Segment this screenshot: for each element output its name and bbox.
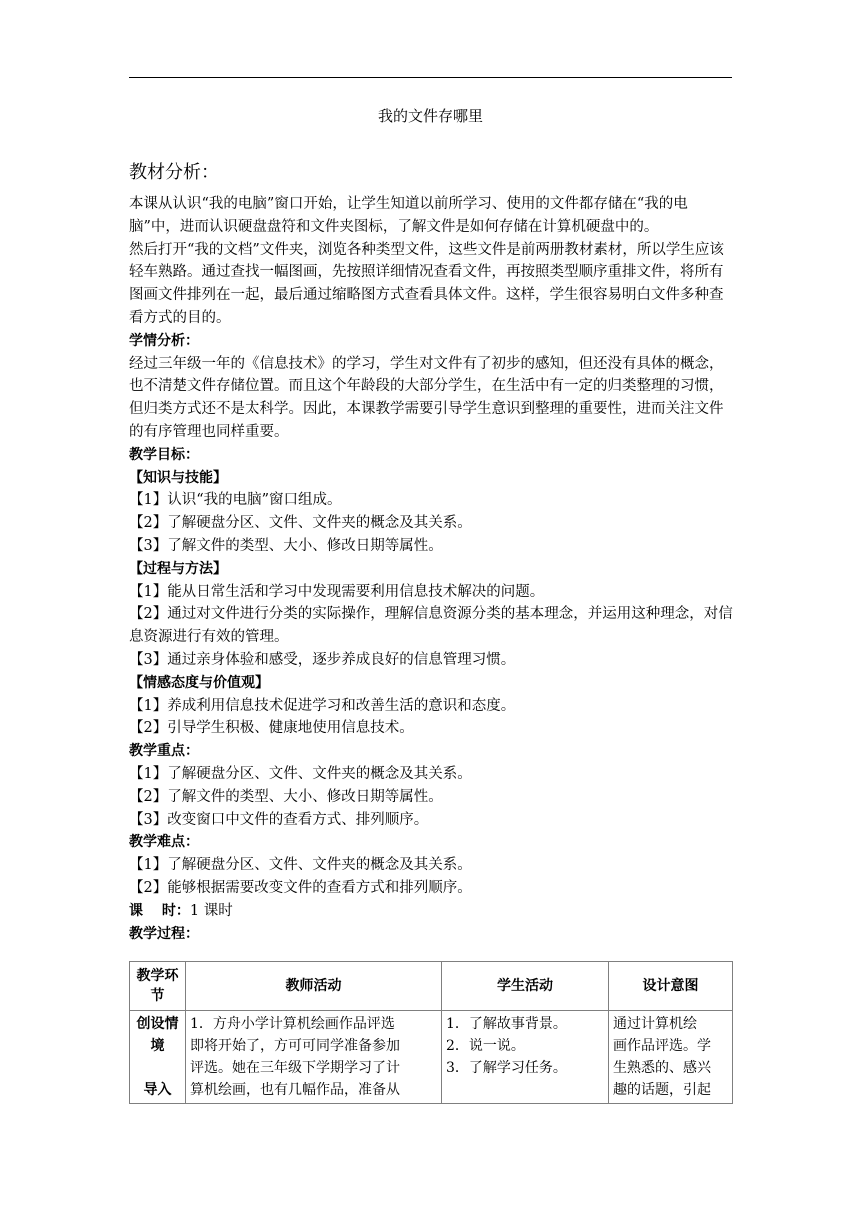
document-body [129,193,734,945]
paragraph-analysis-1: 本课从认识“我的电脑”窗口开始，让学生知道以前所学习、使用的文件都存储在“我的电脑”中，进而认识硬盘盘符和文件夹图标，了解文件是如何存储在计算机硬盘中的。 [129,196,688,235]
process-item: 【3】通过亲身体验和感受，逐步养成良好的信息管理习惯。 [129,651,516,668]
heading-key-points: 教学重点： [129,743,199,760]
process-item: 【2】通过对文件进行分类的实际操作，理解信息资源分类的基本理念，并运用这种理念，对信息资源进行有效的管理。 [129,606,733,646]
emotion-item: 【1】养成利用信息技术促进学习和改善生活的意识和态度。 [129,697,516,714]
heading-goals: 教学目标： [129,446,199,463]
stage-name-top: 创设情境 [136,1016,179,1054]
class-period [129,900,734,923]
student-activity-line: 2．说一说。 [446,1038,525,1054]
emotion-item: 【2】引导学生积极、健康地使用信息技术。 [129,720,414,737]
teacher-activity-line: 即将开始了，方可可同学准备参加 [190,1038,400,1054]
heading-emotion: 【情感态度与价值观】 [129,674,269,691]
teacher-activity-line: 算机绘画，也有几幅作品，准备从 [190,1082,400,1098]
key-point-item: 【2】了解文件的类型、大小、修改日期等属性。 [129,788,443,805]
header-rule [129,77,732,78]
difficult-point-item: 【2】能够根据需要改变文件的查看方式和排列顺序。 [129,879,472,896]
header-stage: 教学环节 [130,962,186,1011]
design-intent-line: 趣的话题，引起 [613,1082,711,1098]
process-item: 【1】能从日常生活和学习中发现需要利用信息技术解决的问题。 [129,583,545,600]
table-header-row [130,962,733,1011]
section-heading-analysis: 教材分析： [129,162,219,183]
header-design-intent: 设计意图 [609,962,733,1011]
teacher-activity-line: 评选。她在三年级下学期学习了计 [190,1060,400,1076]
header-teacher-activity: 教师活动 [186,962,442,1011]
difficult-point-item: 【1】了解硬盘分区、文件、文件夹的概念及其关系。 [129,857,472,874]
heading-difficult-points: 教学难点： [129,834,199,851]
student-activity-line: 1．了解故事背景。 [446,1016,567,1032]
heading-xueqing: 学情分析： [129,332,199,349]
student-activity-line: 3．了解学习任务。 [446,1060,567,1076]
page-title: 我的文件存哪里 [377,107,483,125]
stage-cell [130,1011,186,1104]
knowledge-item: 【2】了解硬盘分区、文件、文件夹的概念及其关系。 [129,515,472,532]
key-point-item: 【3】改变窗口中文件的查看方式、排列顺序。 [129,811,429,828]
design-intent-line: 画作品评选。学 [613,1038,711,1054]
paragraph-xueqing: 经过三年级一年的《信息技术》的学习，学生对文件有了初步的感知，但还没有具体的概念，也不清楚文件存储位置。而且这个年龄段的大部分学生，在生活中有一定的归类整理的习惯，但归类方式还不是太科学。因此，本课教学需要引导学生意识到整理的重要性，进而关注文件的有序管理也同样重要。 [129,355,724,440]
heading-process: 【过程与方法】 [129,560,227,577]
teacher-activity-line: 1．方舟小学计算机绘画作品评选 [190,1016,395,1032]
key-point-item: 【1】了解硬盘分区、文件、文件夹的概念及其关系。 [129,765,472,782]
paragraph-analysis-2: 然后打开“我的文档”文件夹，浏览各种类型文件，这些文件是前两册教材素材，所以学生应该轻车熟路。通过查找一幅图画，先按照详细情况查看文件，再按照类型顺序重排文件，将所有图画文件排列在一起，最后通过缩略图方式查看具体文件。这样，学生很容易明白文件多种查看方式的目的。 [129,241,724,326]
design-intent-line: 生熟悉的、感兴 [613,1060,711,1076]
knowledge-item: 【1】认识“我的电脑”窗口组成。 [129,492,342,509]
design-intent-line: 通过计算机绘 [613,1016,697,1032]
class-period-value: 1 课时 [189,902,233,919]
teaching-procedure-table [129,961,733,1104]
knowledge-item: 【3】了解文件的类型、大小、修改日期等属性。 [129,537,443,554]
table-row [130,1011,733,1104]
stage-name-bottom: 导入 [143,1082,172,1098]
student-activity-cell [442,1011,609,1104]
class-period-label: 课 时： [129,902,190,919]
heading-knowledge: 【知识与技能】 [129,469,227,486]
teacher-activity-cell [186,1011,442,1104]
heading-procedure: 教学过程： [129,925,199,942]
design-intent-cell [609,1011,733,1104]
header-student-activity: 学生活动 [442,962,609,1011]
